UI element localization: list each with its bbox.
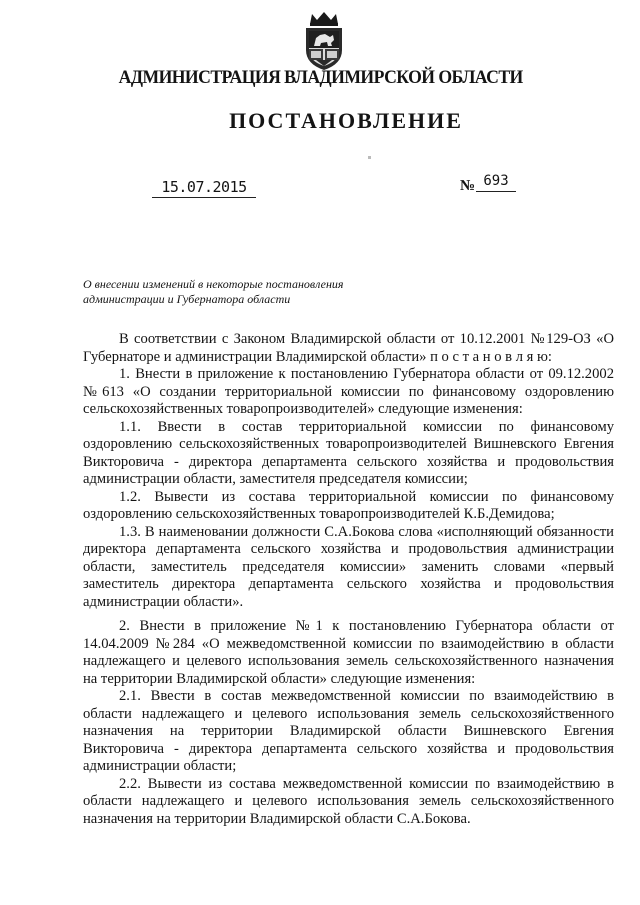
- clause-1-3: 1.3. В наименовании должности С.А.Бокова слова «исполняющий обязанности директора департамента сельского хозяйства и продовольствия администрации области, заместитель председателя комиссии» заменить словами «первый заместитель директора департамента сельского хозяйства и продовольствия администрации области».: [83, 523, 614, 610]
- coat-of-arms-icon: [300, 10, 348, 72]
- clause-2: 2. Внести в приложение №1 к постановлению Губернатора области от 14.04.2009 №284 «О межведомственной комиссии по взаимодействию в области надлежащего и целевого использования земель сельскохозяйственного назначения на территории Владимирской области» следующие изменения:: [83, 618, 614, 687]
- subject-line: О внесении изменений в некоторые постановления: [83, 277, 344, 291]
- organization-name: АДМИНИСТРАЦИЯ ВЛАДИМИРСКОЙ ОБЛАСТИ: [118, 67, 523, 88]
- document-type: ПОСТАНОВЛЕНИЕ: [229, 108, 463, 133]
- clause-1: 1. Внести в приложение к постановлению Губернатора области от 09.12.2002 №613 «О создании территориальной комиссии по финансовому оздоровлению сельскохозяйственных товаропроизводителей» следующие изменения:: [83, 366, 614, 417]
- document-date: 15.07.2015: [152, 178, 256, 198]
- number-sign: №: [460, 178, 476, 194]
- preamble-paragraph: В соответствии с Законом Владимирской области от 10.12.2001 №129-ОЗ «О Губернаторе и администрации Владимирской области» п о с т а н о в л я ю:: [83, 331, 614, 365]
- clause-1-2: 1.2. Вывести из состава территориальной комиссии по финансовому оздоровлению сельскохозяйственных товаропроизводителей К.Б.Демидова;: [83, 488, 614, 522]
- subject-line: администрации и Губернатора области: [83, 292, 291, 306]
- document-body: [83, 331, 614, 828]
- document-number: 693: [476, 173, 516, 192]
- clause-2-1: 2.1. Ввести в состав межведомственной комиссии по взаимодействию в области надлежащего и целевого использования земель сельскохозяйственного назначения на территории Владимирской области Вишневского Евгения Викторовича - директора департамента сельского хозяйства и продовольствия администрации области;: [83, 688, 614, 774]
- scan-speck: [368, 156, 371, 159]
- clause-1-1: 1.1. Ввести в состав территориальной комиссии по финансовому оздоровлению сельскохозяйственных товаропроизводителей Вишневского Евгения Викторовича - директора департамента сельского хозяйства и продовольствия администрации области, заместителя председателя комиссии;: [83, 418, 614, 487]
- document-subject: [83, 277, 383, 307]
- clause-2-2: 2.2. Вывести из состава межведомственной комиссии по взаимодействию в области надлежащего и целевого использования земель сельскохозяйственного назначения на территории Владимирской области С.А.Бокова.: [83, 775, 614, 827]
